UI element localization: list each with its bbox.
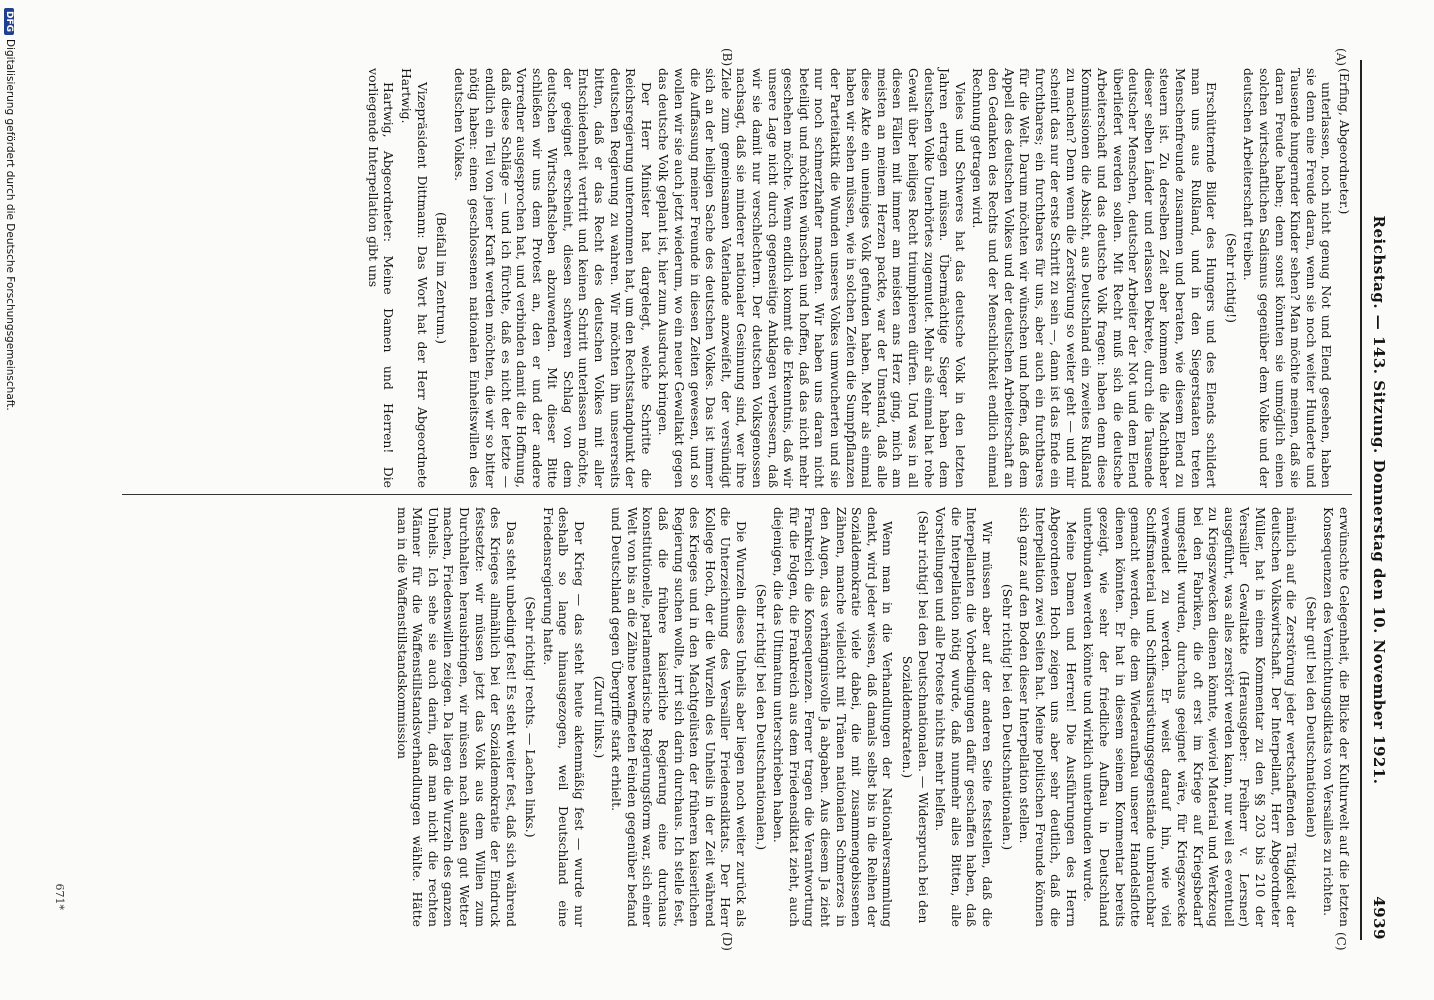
header-title: Reichstag. — 143. Sitzung. Donnerstag den 10. November 1921.: [1370, 215, 1388, 785]
paragraph: Das steht unbedingt fest! Es steht weiter fest, daß sich während des Krieges allmählich bei der Sozialdemokratie der Eindruck festsetzte: wir müssen jetzt das Volk aus dem Willen zum Durchhalten herausbringen, wir müssen nach außen gut Wetter machen, Friedenswillen zeigen. Da liegen die Wurzeln des ganzen Unheils. Ich sehe sie auch darin, daß man nicht die rechten Männer für die Waffenstillstandsverhandlungen wählte. Hätte man in die Waffenstillstandskommission: [394, 507, 519, 927]
page-header: [1364, 60, 1394, 940]
paragraph: unterlassen, noch nicht genug Not und Elend gesehen, haben sie denn eine Freude daran, wenn sie noch weiter Hunderte und Tausende hungernder Kinder sehen? Man möchte meinen, daß sie daran Freude haben; denn sonst könnten sie unmöglich einen solchen wirtschaftlichen Sadismus gegenüber dem Volke und der deutschen Arbeiterschaft treiben.: [1241, 68, 1335, 488]
margin-marker-c: (C): [1334, 932, 1348, 951]
interjection: (Sehr richtig! bei den Deutschnationalen. — Widerspruch bei den Sozialdemokraten.): [899, 510, 931, 924]
paragraph: Wenn man in die Verhandlungen der Nationalversammlung denkt, wird jeder wissen, daß damals selbst bis in die Reihen der Sozialdemokratie viele dabei, die mit zusammengebissenen Zähnen, manche vielleicht mit Tränen nationalen Schmerzes in den Augen, das verhängnisvolle Ja abgaben. Aus diesem Ja zieht Frankreich die Konsequenzen. Ferner tragen die Verantwortung für die Folgen, die Frankreich aus dem Friedensdiktat zieht, auch diejenigen, die das Ultimatum unterschrieben haben.: [771, 507, 896, 927]
sheet-signature: 671*: [53, 883, 66, 910]
page-number: 4939: [1370, 896, 1388, 940]
paragraph: Vizepräsident Dittmann: Das Wort hat der Herr Abgeordnete Hartwig.: [398, 68, 430, 488]
margin-marker-a: (A): [1334, 48, 1348, 67]
paragraph: Erschütternde Bilder des Hungers und des Elends schildert man uns aus Rußland, und in den Siegerstaaten treten Menschenfreunde zusammen und beraten, wie diesem Elend zu steuern ist. Zu derselben Zeit aber kommen die Machthaber dieser selben Länder und erlassen Dekrete, durch die Tausende deutscher Menschen, deutscher Arbeiter der Not und dem Elend überliefert werden sollen. Mit Recht muß sich die deutsche Arbeiterschaft und das deutsche Volk fragen: haben denn diese Kommissionen die Absicht, aus Deutschland ein zweites Rußland zu machen? Denn wenn die Zerstörung so weiter geht — und mir scheint das nur der erste Schritt zu sein —, dann ist das Ende ein furchtbares; ein furchtbares für uns, aber auch ein furchtbares für die Welt. Darum möchten wir wünschen und hoffen, daß dem Appell des deutschen Volkes und der deutschen Arbeiterschaft an den Gedanken des Rechts und der Menschlichkeit endlich einmal Rechnung getragen wird.: [970, 68, 1220, 488]
left-column: [363, 68, 1352, 488]
interjection: (Beifall im Zentrum.): [434, 211, 450, 345]
paragraph: erwünschte Gelegenheit, die Blicke der Kulturwelt auf die letzten Konsequenzen des Vernichtungsdiktats von Versailles zu richten.: [1321, 507, 1352, 927]
header-rule: [1360, 60, 1362, 940]
right-column: [392, 507, 1352, 927]
credit-text: Digitalisierung gefördert durch die Deutsche Forschungsgemeinschaft.: [4, 39, 16, 411]
speaker-note: (Erfing, Abgeordneter.): [1337, 68, 1352, 215]
interjection: (Zuruf links.): [591, 675, 607, 759]
column-divider: [122, 494, 1352, 495]
margin-marker-b: (B): [720, 48, 734, 67]
paragraph: Hartwig, Abgeordneter: Meine Damen und Herren! Die vorliegende Interpellation gibt uns: [365, 68, 397, 488]
paragraph: Der Krieg — das steht heute aktenmäßig fest — wurde nur deshalb so lange hinausgezogen, weil Deutschland eine Friedensregierung hatte.: [540, 507, 588, 927]
interjection: (Sehr richtig! rechts. — Lachen links.): [523, 596, 539, 838]
interjection: (Sehr richtig! bei den Deutschnationalen.): [999, 583, 1015, 851]
paragraph: Die Wurzeln dieses Unheils aber liegen noch weiter zurück als die Unterzeichnung des Versailler Friedensdiktats. Der Herr Kollege Hoch, der die Wurzeln des Unheils in der Zeit während des Krieges und in den Machtgelüsten der früheren kaiserlichen Regierung suchen wollte, irrt sich darin durchaus. Ich stelle fest, daß die frühere kaiserliche Regierung eine durchaus konstitutionelle, parlamentarische Regierungsform war, sich einer Welt von bis an die Zähne bewaffneten Feinden gegenüber befand und Deutschland gegen Übergriffe stark erhielt.: [609, 507, 750, 927]
paragraph: Wir müssen aber auf der anderen Seite feststellen, daß die Interpellanten die Vorbedingungen dafür geschaffen haben, daß die Interpellation nötig wurde, daß nunmehr alles Bitten, alle Vorstellungen und alle Proteste nichts mehr helfen.: [933, 507, 995, 927]
paragraph: Der Herr Minister hat dargelegt, welche Schritte die Reichsregierung unternommen hat, um den Rechtsstandpunkt der deutschen Regierung zu wahren. Wir möchten ihn unsererseits bitten, daß er das Recht des deutschen Volkes mit aller Entschiedenheit vertritt und keinen Schritt unterlassen möchte, der geeignet erscheint, diesen schweren Schlag von dem deutschen Wirtschaftsleben abzuwenden. Mit dieser Bitte schließen wir uns dem Protest an, den er und der andere Vorredner ausgesprochen hat, und verbinden damit die Hoffnung, daß diese Schläge — und ich fürchte, daß es nicht der letzte — endlich ein Teil von jener Kraft werden möchten, die wir so bitter nötig haben: einen geschlossenen nationalen Einheitswillen des deutschen Volkes.: [451, 68, 654, 488]
interjection: (Sehr richtig! bei den Deutschnationalen.): [753, 583, 769, 851]
paragraph: Meine Damen und Herren! Die Ausführungen des Herrn Abgeordneten Hoch zeigen uns aber sehr deutlich, daß die Interpellation zwei Seiten hat. Meine politischen Freunde können sich ganz auf den Boden dieser Interpellation stellen.: [1017, 507, 1079, 927]
margin-marker-d: (D): [720, 932, 734, 951]
paragraph: Vieles und Schweres hat das deutsche Volk in den letzten Jahren ertragen müssen. Übermächtige Sieger haben dem deutschen Volke Unerhörtes zugemutet. Mehr als einmal hat rohe Gewalt über heiliges Recht triumphieren dürfen. Und was in all diesen Fällen mit immer am meisten ans Herz ging, mich am meisten an meinem Herzen packte, war der Umstand, daß alle diese Akte ein uneiniges Volk gefunden haben. Mehr als einmal haben wir sehen müssen, wie in solchen Zeiten die Sumpfpflanzen der Parteitaktik die Wunden unseres Volkes umwucherten und sie nur noch schmerzhafter machten. Wir haben uns daran nicht beteiligt und möchten wünschen und hoffen, daß das nicht mehr geschehen möchte. Wenn endlich kommt die Erkenntnis, daß wir unsere Lage nicht durch gegenseitige Anklagen verbessern, daß wir sie damit nur verschlechtern. Der deutschen Volksgenossen nachsagt, daß sie minderer nationaler Gesinnung sind, wer ihre Ziele zum gemeinsamen Vaterlande anzweifelt, der versündigt sich an der heiligen Sache des deutschen Volkes. Das ist immer die Auffassung meiner Freunde in diesen Zeiten gewesen, und so wollen wir sie auch jetzt wiederum, wo ein neuer Gewaltakt gegen das deutsche Volk geplant ist, hier zum Ausdruck bringen.: [656, 68, 968, 488]
paragraph: nämlich auf die Zerstörung jeder wertschaffenden Tätigkeit der deutschen Volkswirtschaft. Der Interpellant, Herr Abgeordneter Müller, hat in einem Kommentar zu den §§ 203 bis 210 der Versailler Gewaltakte (Herausgeber: Freiherr v. Lersner) ausgeführt, was alles zerstört werden kann, nur weil es eventuell zu Kriegszwecken dienen könnte, wieviel Material und Werkzeug bei den Fabriken, die oft erst im Kriege auf Kriegsbedarf umgestellt wurden, durchaus geeignet wäre, für Kriegszwecke verwendet zu werden. Er weist darauf hin, wie viel Schiffsmaterial und Schiffsausrüstungsgegenstände unbrauchbar gemacht werden, die dem Wiederaufbau unserer Handelsflotte dienen könnten. Er hat in diesem seinem Kommentar bereits gezeigt, wie sehr der friedliche Aufbau in Deutschland unterbunden werden könnte und wirklich unterbunden wurde.: [1081, 507, 1300, 927]
interjection: (Sehr richtig!): [1223, 233, 1239, 323]
interjection: (Sehr gut! bei den Deutschnationalen): [1303, 596, 1319, 838]
digitization-credit: [4, 8, 16, 411]
dfg-logo-icon: DFG: [4, 8, 14, 35]
